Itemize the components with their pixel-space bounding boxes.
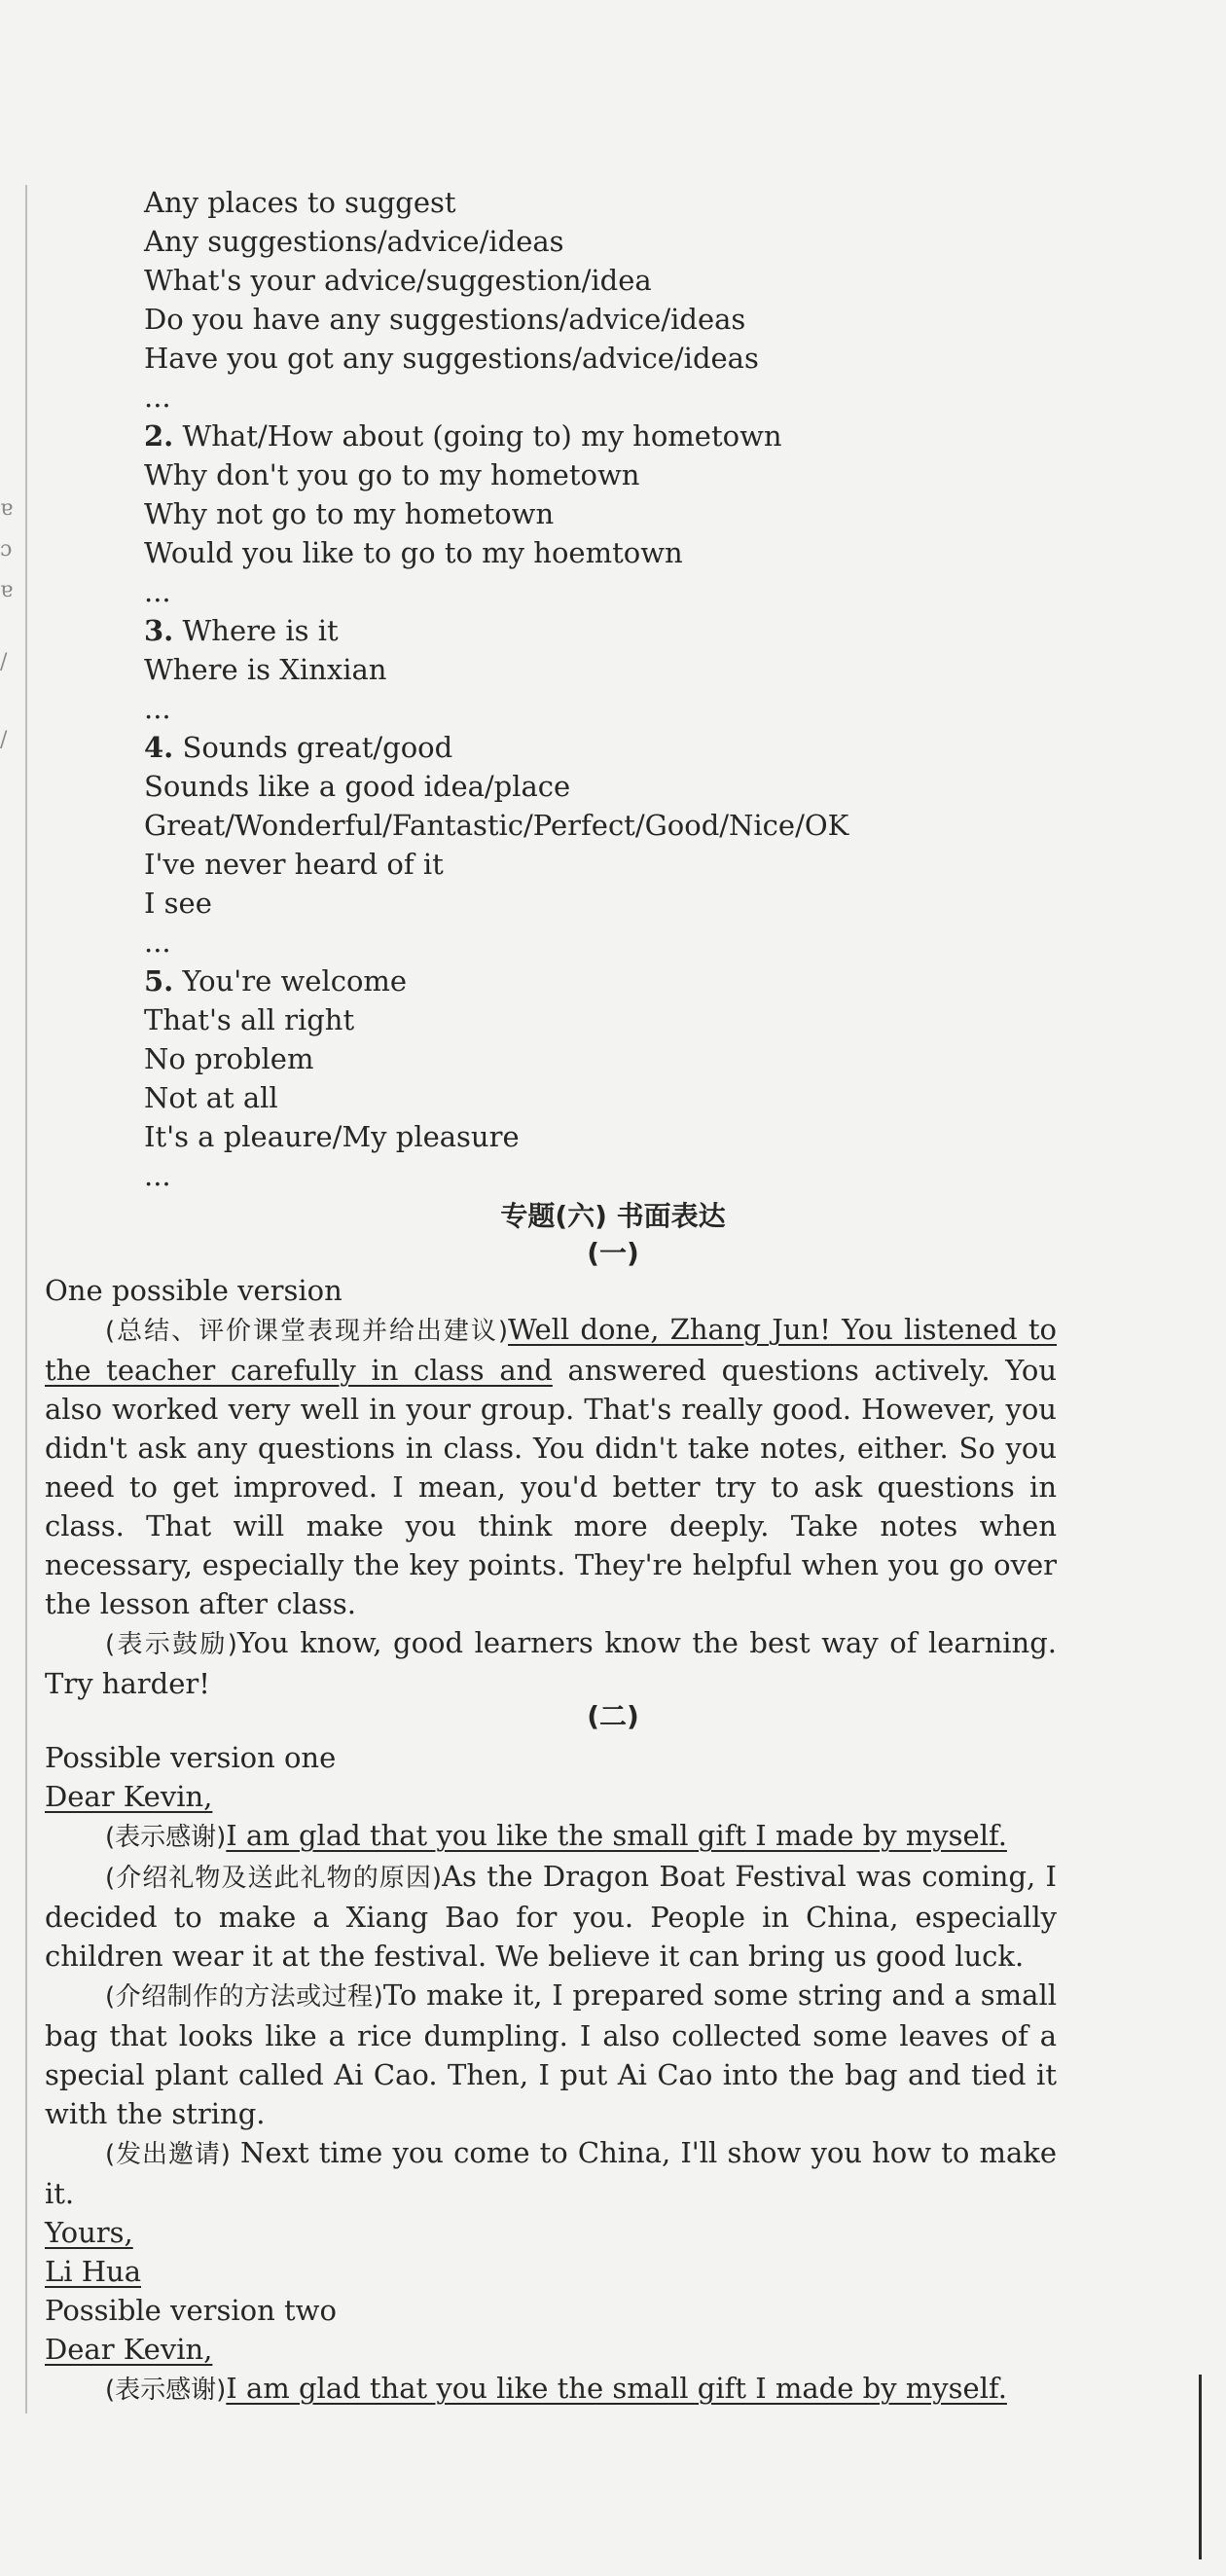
list-item: 5. You're welcome xyxy=(144,964,408,998)
list-item: Any suggestions/advice/ideas xyxy=(144,225,564,258)
essay-paragraph: (介绍制作的方法或过程)To make it, I prepared some string and a small bag that looks like a rice dumpling. I also collected some leaves of a special plant called Ai Cao. Then, I put Ai Cao into the bag and tied it with the string. xyxy=(45,1978,1057,2130)
essay-paragraph xyxy=(45,1816,1057,1857)
version-intro: One possible version xyxy=(45,1274,343,1307)
cropped-edge-glyph: ɐ xyxy=(0,496,14,521)
list-ellipsis: ... xyxy=(144,925,171,959)
list-ellipsis: ... xyxy=(144,575,171,608)
chinese-annotation: (发出邀请) xyxy=(105,2140,231,2169)
item-number: 5. xyxy=(144,964,174,998)
essay-part-two xyxy=(45,1738,1057,2410)
list-ellipsis: ... xyxy=(144,1159,171,1192)
list-item: 3. Where is it xyxy=(144,614,339,647)
essay-paragraph: (介绍礼物及送此礼物的原因)As the Dragon Boat Festival was coming, I decided to make a Xiang Bao for you. People in China, especially children wear it at the festival. We believe it can bring us good luck. xyxy=(45,1860,1057,1973)
part-one-label: (一) xyxy=(587,1237,639,1269)
item-number: 4. xyxy=(144,731,174,764)
list-item: Do you have any suggestions/advice/ideas xyxy=(144,303,746,336)
list-item: Have you got any suggestions/advice/ideas xyxy=(144,342,759,375)
underlined-text: I am glad that you like the small gift I made by myself. xyxy=(226,1819,1007,1852)
essay-paragraph: (总结、评价课堂表现并给出建议)Well done, Zhang Jun! You listened to the teacher carefully in class and answered questions actively. You also worked very well in your group. That's really good. However, you didn't ask any questions in class. You didn't take notes, either. So you need to get improved. I mean, you'd better try to ask questions in class. That will make you think more deeply. Take notes when necessary, especially the key points. They're helpful when you go over the lesson after class. xyxy=(45,1313,1057,1620)
list-item: Would you like to go to my hoemtown xyxy=(144,536,683,569)
letter-closing: Yours, xyxy=(45,2216,133,2249)
underlined-text: Well done, Zhang Jun! You listened to the teacher carefully in class and xyxy=(45,1313,1057,1387)
list-item: Where is Xinxian xyxy=(144,653,387,686)
item-number: 2. xyxy=(144,419,174,453)
list-item: 4. Sounds great/good xyxy=(144,731,453,764)
essay-paragraph: (发出邀请) Next time you come to China, I'll show you how to make it. xyxy=(45,2136,1057,2210)
list-item: Why don't you go to my hometown xyxy=(144,458,640,491)
essay-part-one xyxy=(45,1271,1057,1703)
item-number: 3. xyxy=(144,614,174,647)
letter-salutation: Dear Kevin, xyxy=(45,2333,213,2366)
cropped-edge-glyph: ɐ xyxy=(0,578,14,602)
list-ellipsis: ... xyxy=(144,692,171,725)
chinese-annotation: (介绍制作的方法或过程) xyxy=(105,1982,383,2012)
list-item: It's a pleaure/My pleasure xyxy=(144,1120,520,1153)
list-item: 2. What/How about (going to) my hometown xyxy=(144,419,782,453)
chinese-annotation: (表示鼓励) xyxy=(105,1630,237,1659)
list-item: I see xyxy=(144,887,212,920)
list-item: That's all right xyxy=(144,1003,355,1036)
part-two-label: (二) xyxy=(587,1700,639,1732)
cropped-edge-glyph: / xyxy=(0,728,8,752)
underlined-text: I am glad that you like the small gift I made by myself. xyxy=(226,2372,1007,2405)
list-item: Any places to suggest xyxy=(144,186,456,219)
list-item: Sounds like a good idea/place xyxy=(144,770,571,803)
list-item: Not at all xyxy=(144,1081,278,1114)
chinese-annotation: (表示感谢) xyxy=(105,1823,227,1852)
letter-signature: Li Hua xyxy=(45,2255,142,2288)
page-edge-shadow xyxy=(1199,2375,1202,2559)
binding-margin-line xyxy=(25,185,27,2413)
essay-paragraph xyxy=(45,2369,1057,2410)
cropped-edge-glyph: ɔ xyxy=(0,537,13,562)
essay-paragraph: (表示鼓励)You know, good learners know the best way of learning. Try harder! xyxy=(45,1626,1057,1700)
list-item: Why not go to my hometown xyxy=(144,497,555,530)
list-item: What's your advice/suggestion/idea xyxy=(144,264,652,297)
cropped-edge-glyph: / xyxy=(0,650,8,674)
list-item: Great/Wonderful/Fantastic/Perfect/Good/Nice/OK xyxy=(144,809,849,842)
section-title: 专题(六) 书面表达 xyxy=(500,1200,726,1232)
letter-salutation: Dear Kevin, xyxy=(45,1780,213,1813)
version-intro: Possible version one xyxy=(45,1741,337,1774)
chinese-annotation: (总结、评价课堂表现并给出建议) xyxy=(105,1317,509,1346)
expression-list xyxy=(144,183,848,1195)
list-ellipsis: ... xyxy=(144,381,171,414)
chinese-annotation: (表示感谢) xyxy=(105,2376,227,2405)
version-intro: Possible version two xyxy=(45,2294,337,2327)
chinese-annotation: (介绍礼物及送此礼物的原因) xyxy=(105,1864,443,1893)
list-item: No problem xyxy=(144,1042,314,1075)
list-item: I've never heard of it xyxy=(144,848,444,881)
